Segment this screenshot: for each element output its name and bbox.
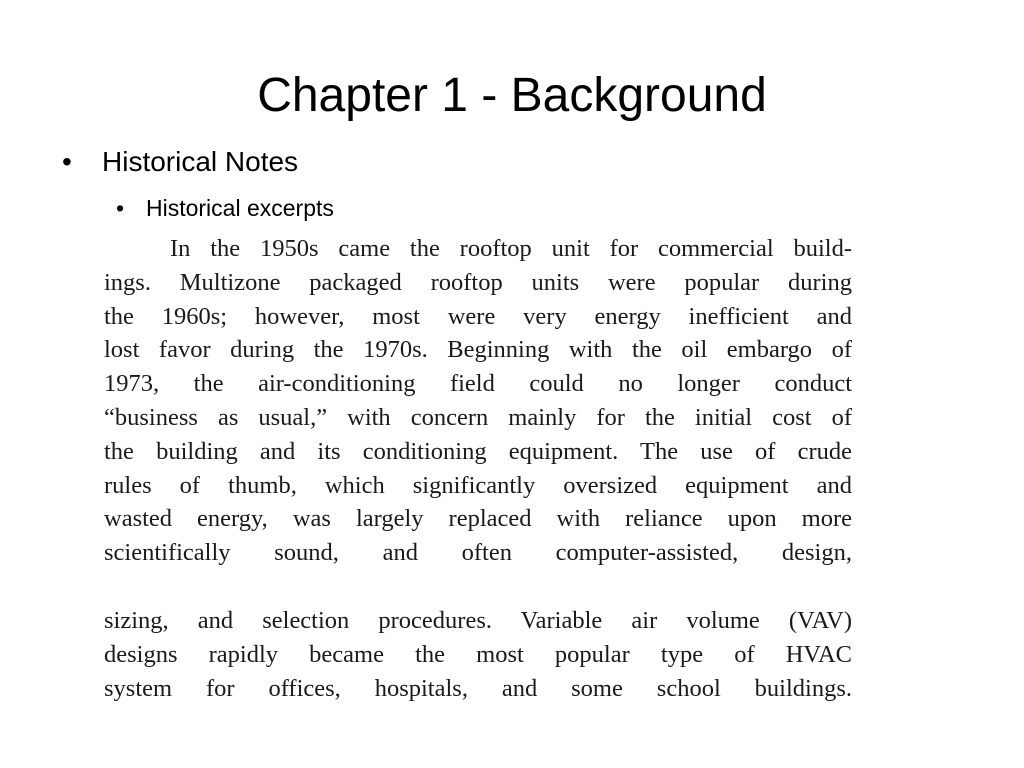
sub-bullet-marker: • [116, 195, 125, 221]
slide-title: Chapter 1 - Background [257, 69, 767, 122]
bullet-historical-notes [62, 144, 298, 180]
excerpt-line: the 1960s; however, most were very energy inefficient and [104, 302, 852, 330]
bullet-marker: • [62, 146, 72, 177]
excerpt-line: rules of thumb, which significantly oversized equipment and [104, 471, 852, 499]
excerpt-line: scientifically sound, and often computer-assisted, design, [104, 539, 852, 567]
excerpt-line: “business as usual,” with concern mainly for the initial cost of [104, 403, 852, 431]
excerpt-line: system for offices, hospitals, and some school buildings. [104, 674, 852, 702]
excerpt-gap [104, 570, 852, 604]
excerpt-line: lost favor during the 1970s. Beginning with the oil embargo of [104, 336, 852, 364]
sub-bullet-historical-excerpts [116, 193, 334, 223]
bullet-text: Historical Notes [102, 146, 299, 177]
excerpt-line: wasted energy, was largely replaced with reliance upon more [104, 505, 852, 533]
excerpt-line: the building and its conditioning equipment. The use of crude [104, 437, 852, 465]
excerpt-scan [104, 232, 852, 705]
excerpt-line: In the 1950s came the rooftop unit for commercial build- [170, 235, 852, 262]
excerpt-line: designs rapidly became the most popular type of HVAC [104, 640, 852, 668]
sub-bullet-text: Historical excerpts [146, 195, 334, 221]
excerpt-line: ings. Multizone packaged rooftop units were popular during [104, 268, 852, 296]
excerpt-line: sizing, and selection procedures. Variable air volume (VAV) [104, 606, 852, 634]
excerpt-line: 1973, the air-conditioning field could no longer conduct [104, 370, 852, 398]
